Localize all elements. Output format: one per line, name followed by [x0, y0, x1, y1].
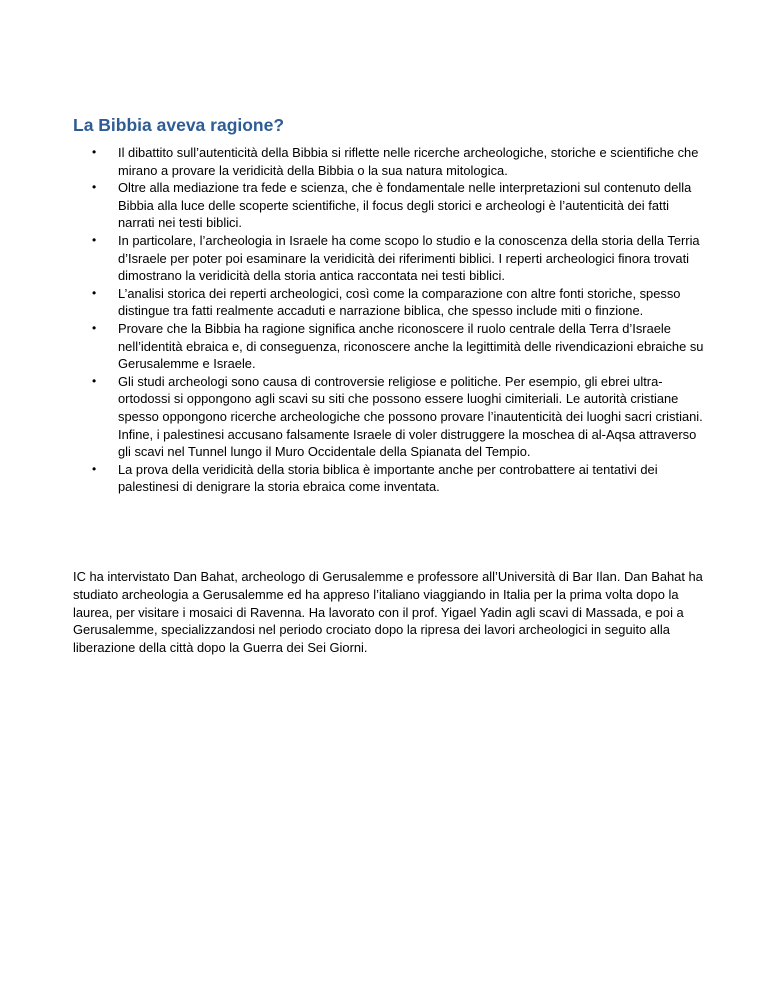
bullet-icon: •: [92, 373, 97, 388]
bullet-text: L’analisi storica dei reperti archeologici, così come la comparazione con altre fonti storiche, spesso distingue tra fatti realmente accaduti e narrazione biblica, che spesso include miti o finzione.: [118, 285, 681, 319]
bullet-text: La prova della veridicità della storia biblica è importante anche per controbattere ai tentativi dei palestinesi di denigrare la storia ebraica come inventata.: [118, 461, 658, 495]
bullet-item: [92, 285, 706, 320]
bullet-item: [92, 320, 706, 373]
bullet-icon: •: [92, 285, 97, 300]
bullet-icon: •: [92, 232, 97, 247]
bullet-text: Il dibattito sull’autenticità della Bibbia si riflette nelle ricerche archeologiche, storiche e scientifiche che mirano a provare la veridicità della Bibbia o la sua natura mitologica.: [118, 145, 699, 178]
bullet-item: [92, 144, 706, 179]
bullet-item: [92, 461, 706, 496]
bullet-text: Provare che la Bibbia ha ragione significa anche riconoscere il ruolo centrale della Terra d’Israele nell’identità ebraica e, di conseguenza, riconoscere anche la legittimità delle rivendicazioni ebraiche su Gerusalemme e Israele.: [118, 320, 704, 372]
bullet-item: [92, 179, 706, 232]
bullet-icon: •: [92, 461, 97, 476]
bullet-text: In particolare, l’archeologia in Israele ha come scopo lo studio e la conoscenza della storia della Terria d’Israele per poter poi esaminare la veridicità dei riferimenti biblici. I reperti archeologici finora trovati dimostrano la veridicità della storia antica raccontata nei testi biblici.: [118, 232, 700, 284]
bullet-text: Gli studi archeologi sono causa di controversie religiose e politiche. Per esempio, gli ebrei ultra-ortodossi si oppongono agli scavi su siti che possono essere luoghi cimiteriali. Le autorità cristiane spesso oppongono ricerche archeologiche che possono provare l’inautenticità dei luoghi sacri cristiani. Infine, i palestinesi accusano falsamente Israele di voler distruggere la moschea di al-Aqsa attraverso gli scavi nel Tunnel lungo il Muro Occidentale della Spianata del Tempio.: [118, 373, 703, 460]
bullet-icon: •: [92, 180, 97, 195]
document-title: La Bibbia aveva ragione?: [73, 115, 285, 135]
bullet-item: [92, 373, 706, 461]
bullet-icon: •: [92, 320, 97, 335]
bullet-item: [92, 232, 706, 285]
intro-paragraph: IC ha intervistato Dan Bahat, archeologo di Gerusalemme e professore all’Università di Bar Ilan. Dan Bahat ha studiato archeologia a Gerusalemme ed ha appreso l’italiano viaggiando in Italia per la prima volta dopo la laurea, per visitare i mosaici di Ravenna. Ha lavorato con il prof. Yigael Yadin agli scavi di Massada, e poi a Gerusalemme, specializzandosi nel periodo crociato dopo la ripresa dei lavori archeologici in seguito alla liberazione della città dopo la Guerra dei Sei Giorni.: [73, 569, 703, 656]
bullet-icon: •: [92, 145, 97, 159]
bullet-list: [92, 144, 706, 496]
bullet-text: Oltre alla mediazione tra fede e scienza, che è fondamentale nelle interpretazioni sul contenuto della Bibbia alla luce delle scoperte scientifiche, il focus degli storici e archeologi è l’autenticità dei fatti narrati nei testi biblici.: [118, 180, 692, 231]
